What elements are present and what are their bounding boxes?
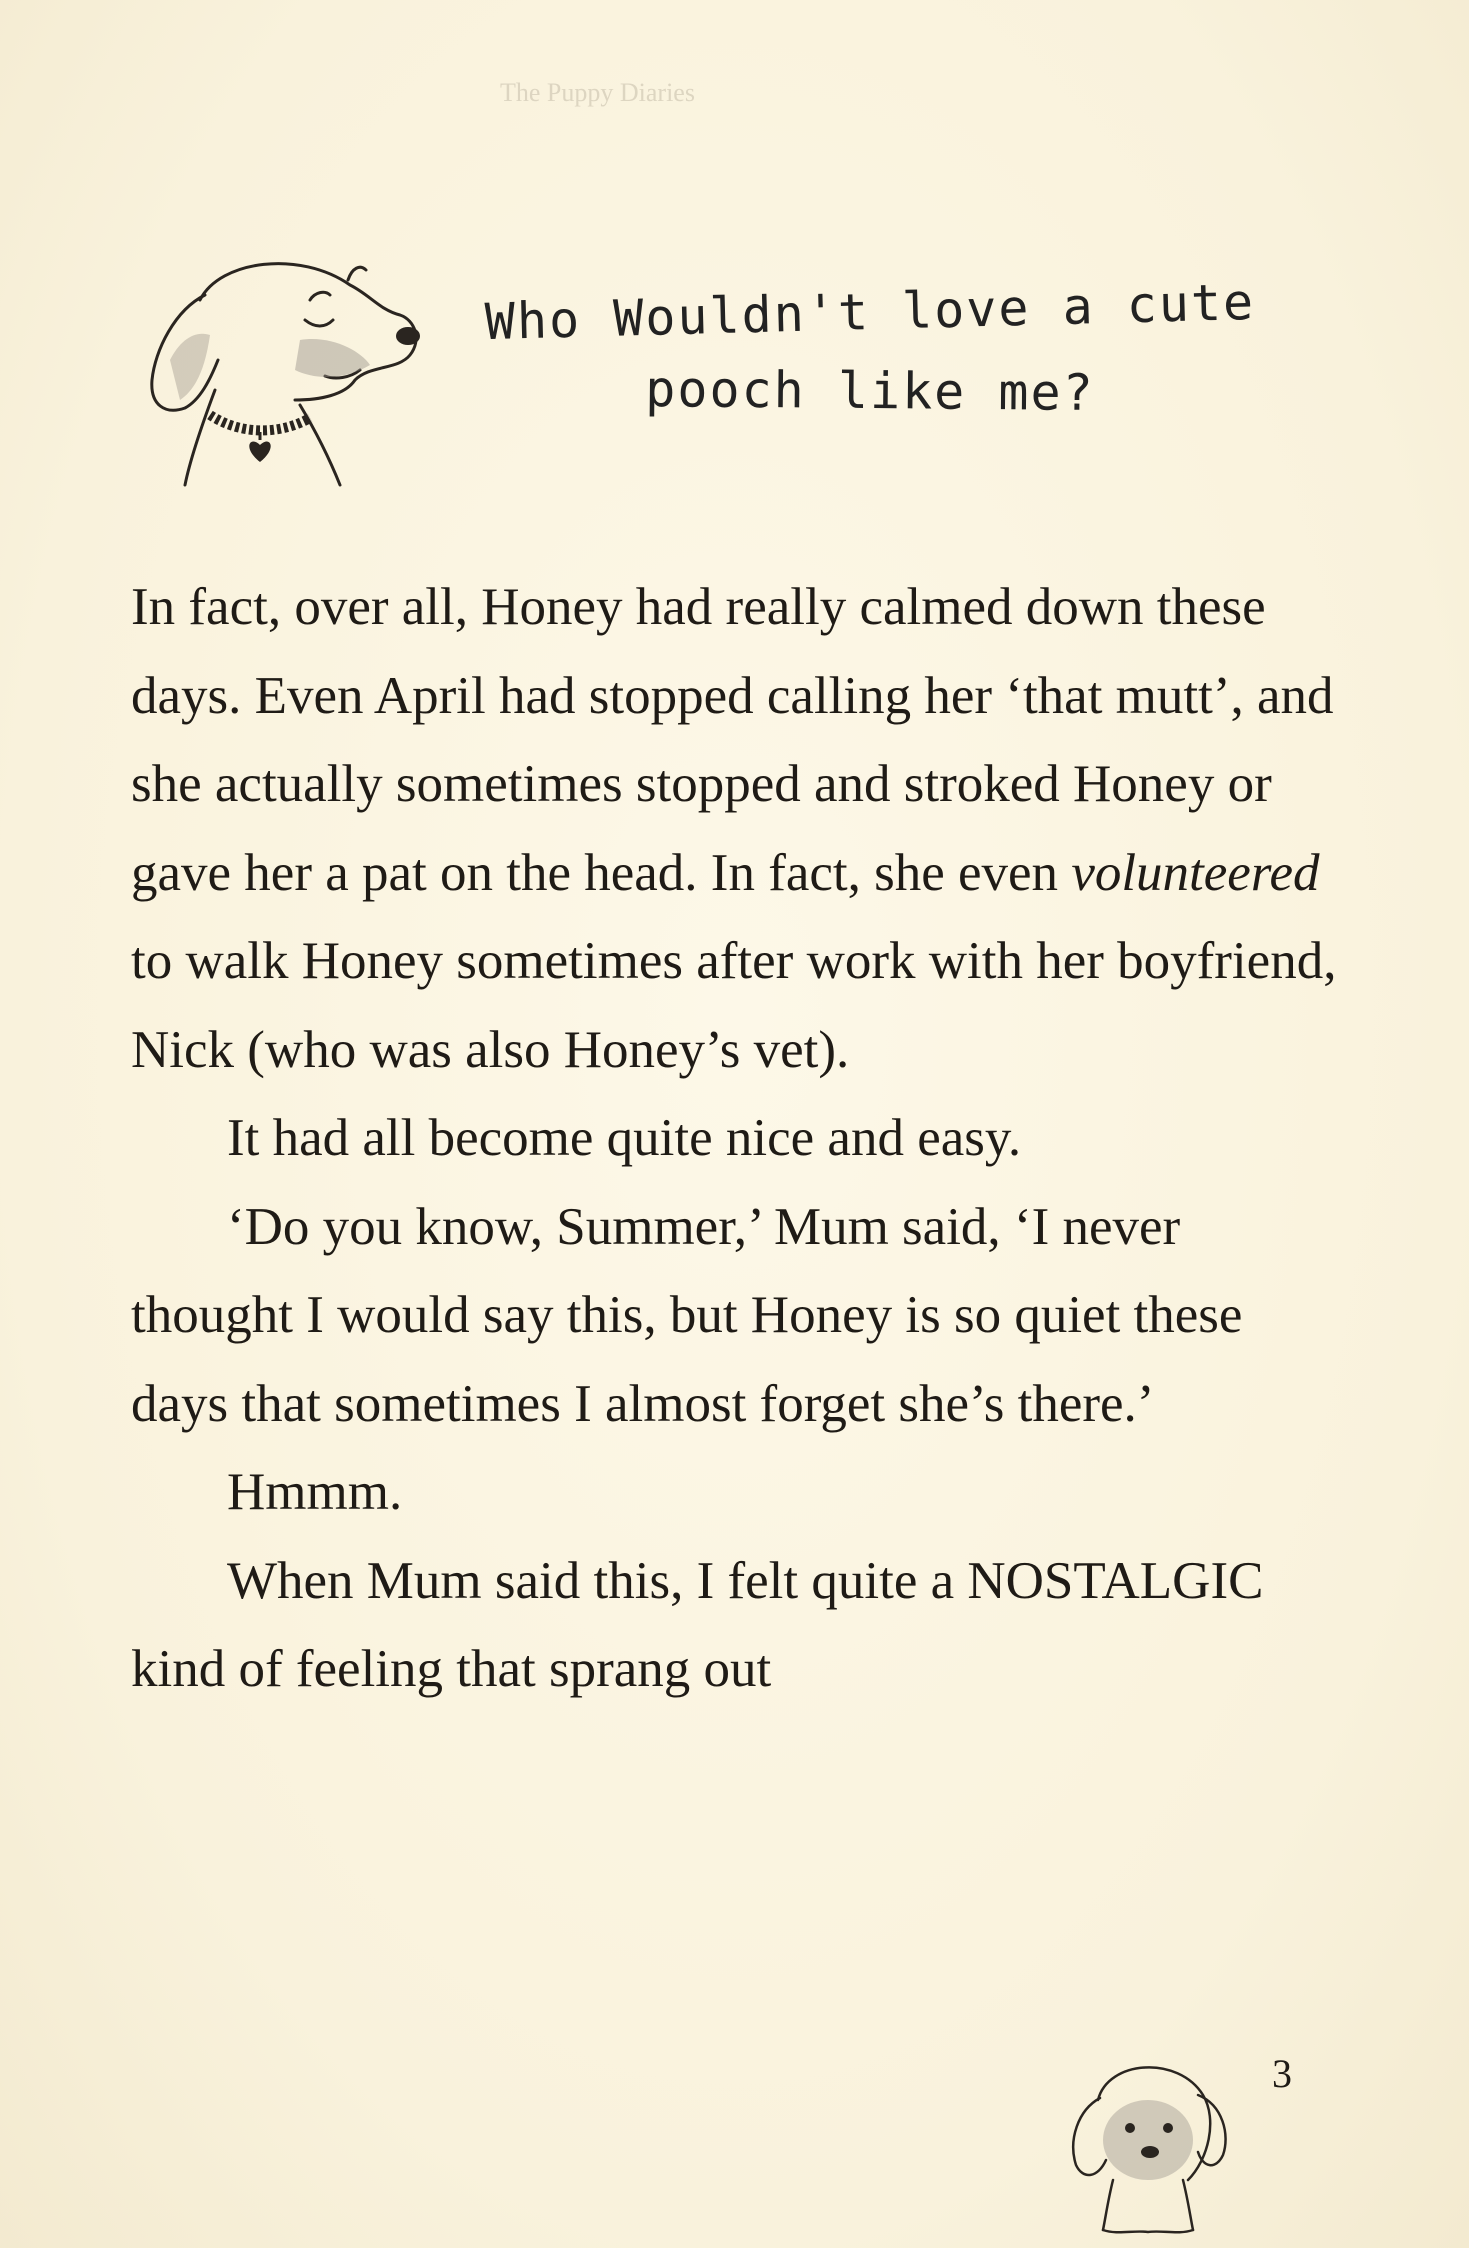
puppy-icon <box>1058 2040 1238 2240</box>
paragraph-2: It had all become quite nice and easy. <box>227 1109 1022 1167</box>
show-through-header: The Puppy Diaries <box>500 78 695 107</box>
paragraph-4: Hmmm. <box>227 1463 403 1521</box>
page-number: 3 <box>1272 2051 1292 2096</box>
emphasis: volunteered <box>1071 843 1320 902</box>
speech-bubble-text <box>470 272 1270 429</box>
paragraph-1: In fact, over all, Honey had really calmed down these days. Even April had stopped calling her ‘that mutt’, and she actually sometimes stopped and stroked Honey or gave her a pat on the head. In fact, she even volunteered to walk Honey sometimes after work with her boyfriend, Nick (who was also Honey’s vet). <box>131 578 1337 1079</box>
speech-line-2: pooch like me? <box>645 360 1095 422</box>
speech-line-1: Who Wouldn't love a cute <box>484 272 1256 352</box>
paragraph-5: When Mum said this, I felt quite a NOSTALGIC kind of feeling that sprang out <box>131 1551 1264 1698</box>
paragraph-3: ‘Do you know, Summer,’ Mum said, ‘I never thought I would say this, but Honey is so quiet these days that sometimes I almost forget she’s there.’ <box>131 1197 1243 1433</box>
dog-head-icon <box>130 240 430 500</box>
body-text <box>131 563 1351 1714</box>
